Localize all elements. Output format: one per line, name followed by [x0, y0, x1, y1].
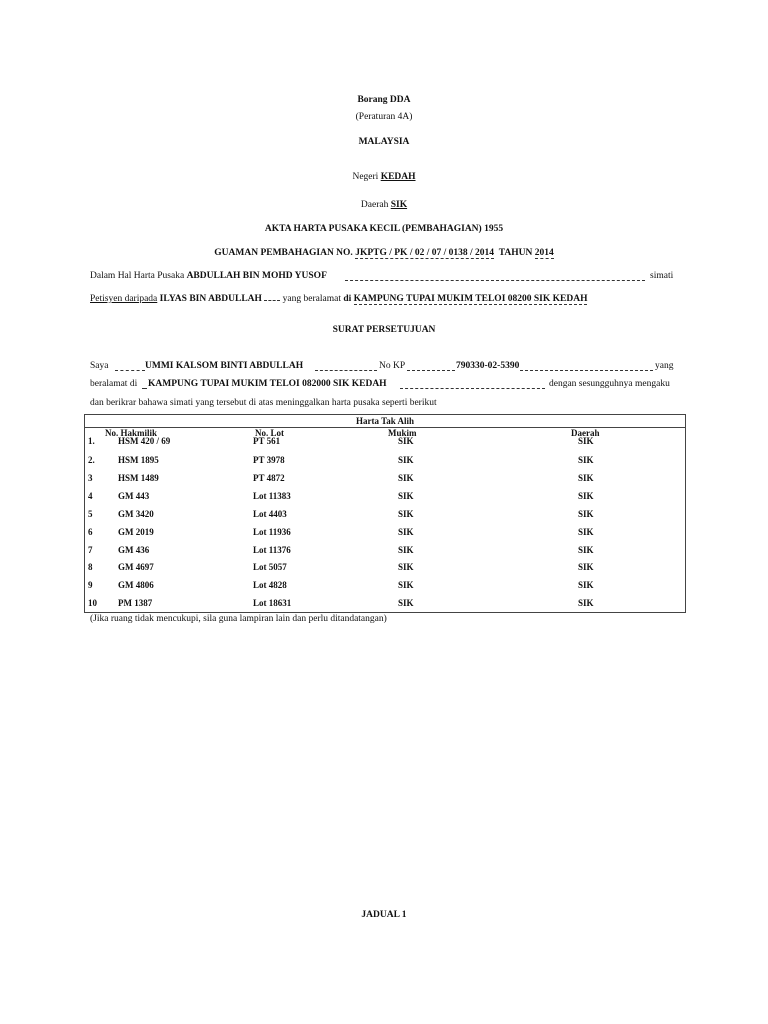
case-label: GUAMAN PEMBAHAGIAN NO.: [214, 248, 353, 258]
addr-suffix: dengan sesungguhnya mengaku: [549, 379, 670, 389]
table-cell: SIK: [578, 473, 594, 483]
table-cell: SIK: [398, 491, 414, 501]
table-cell: GM 2019: [118, 527, 154, 537]
row-number: 6: [88, 527, 93, 537]
table-cell: GM 436: [118, 545, 150, 555]
petitioner-name: ILYAS BIN ABDULLAH: [159, 294, 262, 304]
act-title: AKTA HARTA PUSAKA KECIL (PEMBAHAGIAN) 1955: [264, 224, 504, 234]
petition-mid: yang beralamat: [282, 294, 341, 304]
table-cell: SIK: [398, 436, 414, 446]
table-cell: GM 4806: [118, 580, 154, 590]
form-title: Borang DDA: [357, 95, 411, 105]
petition-label: Petisyen daripada: [90, 294, 158, 304]
petition-dash: [264, 291, 280, 301]
table-cell: GM 4697: [118, 562, 154, 572]
table-cell: SIK: [578, 455, 594, 465]
table-cell: SIK: [578, 545, 594, 555]
estate-suffix: simati: [650, 271, 674, 281]
statement-yang: yang: [655, 361, 674, 371]
row-number: 1.: [88, 436, 95, 446]
table-cell: HSM 1489: [118, 473, 159, 483]
row-number: 8: [88, 562, 93, 572]
table-cell: SIK: [398, 562, 414, 572]
estate-dash: [345, 271, 645, 281]
header-lot: No. Lot: [255, 428, 284, 438]
petitioner-address: KAMPUNG TUPAI MUKIM TELOI 08200 SIK KEDAH: [353, 294, 588, 304]
table-caption: Harta Tak Alih: [355, 416, 415, 426]
petition-line: [90, 291, 587, 304]
petition-di: di: [343, 294, 352, 304]
district-value: SIK: [390, 200, 408, 210]
estate-name: ABDULLAH BIN MOHD YUSOF: [186, 271, 327, 281]
state-label: Negeri: [352, 172, 379, 182]
table-cell: GM 443: [118, 491, 150, 501]
table-cell: SIK: [398, 473, 414, 483]
footnote: (Jika ruang tidak mencukupi, sila guna lampiran lain dan perlu ditandatangan): [90, 614, 387, 624]
dash-6: [400, 379, 545, 389]
table-cell: SIK: [398, 580, 414, 590]
table-cell: SIK: [578, 527, 594, 537]
table-cell: Lot 4828: [253, 580, 287, 590]
header-daerah: Daerah: [571, 428, 600, 438]
statement-line-3: dan berikrar bahawa simati yang tersebut di atas meninggalkan harta pusaka seperti berikut: [90, 398, 437, 408]
declarant-address: KAMPUNG TUPAI MUKIM TELOI 082000 SIK KEDAH: [148, 379, 387, 389]
table-cell: SIK: [398, 598, 414, 608]
header-mukim: Mukim: [388, 428, 417, 438]
declarant-name: UMMI KALSOM BINTI ABDULLAH: [145, 361, 304, 371]
row-number: 4: [88, 491, 93, 501]
district-label: Daerah: [360, 200, 389, 210]
year-value: 2014: [534, 248, 554, 258]
table-cell: SIK: [578, 562, 594, 572]
footer-title: JADUAL 1: [361, 910, 407, 920]
row-number: 2.: [88, 455, 95, 465]
estate-label: Dalam Hal Harta Pusaka: [90, 271, 185, 281]
row-number: 5: [88, 509, 93, 519]
case-value: JKPTG / PK / 02 / 07 / 0138 / 2014: [355, 248, 494, 258]
table-cell: Lot 5057: [253, 562, 287, 572]
table-cell: SIK: [578, 580, 594, 590]
dash-1: [115, 361, 145, 371]
table-cell: GM 3420: [118, 509, 154, 519]
addr-label: beralamat di: [90, 379, 138, 389]
row-number: 3: [88, 473, 93, 483]
table-cell: SIK: [578, 598, 594, 608]
table-cell: HSM 420 / 69: [118, 436, 171, 446]
year-label: TAHUN: [498, 248, 533, 258]
table-cell: SIK: [398, 509, 414, 519]
table-cell: SIK: [578, 436, 594, 446]
case-line: [0, 248, 768, 258]
table-cell: Lot 11383: [253, 491, 291, 501]
table-cell: PM 1387: [118, 598, 153, 608]
table-cell: SIK: [578, 491, 594, 501]
table-cell: SIK: [398, 455, 414, 465]
table-cell: Lot 11376: [253, 545, 291, 555]
dash-3: [407, 361, 455, 371]
row-number: 9: [88, 580, 93, 590]
row-number: 10: [88, 598, 97, 608]
table-cell: PT 561: [253, 436, 281, 446]
property-table: [84, 414, 686, 613]
state-line: [0, 172, 768, 182]
state-value: KEDAH: [380, 172, 416, 182]
table-cell: PT 3978: [253, 455, 285, 465]
table-cell: SIK: [578, 509, 594, 519]
country: MALAYSIA: [358, 137, 410, 147]
dash-5: [142, 379, 147, 389]
table-cell: Lot 11936: [253, 527, 291, 537]
table-cell: HSM 1895: [118, 455, 159, 465]
table-cell: Lot 18631: [253, 598, 292, 608]
table-cell: Lot 4403: [253, 509, 287, 519]
kp-value: 790330-02-5390: [456, 361, 520, 371]
letter-title: SURAT PERSETUJUAN: [332, 325, 436, 335]
kp-label: No KP: [379, 361, 406, 371]
form-rule: (Peraturan 4A): [355, 112, 413, 122]
district-line: [0, 200, 768, 210]
row-number: 7: [88, 545, 93, 555]
table-cell: SIK: [398, 545, 414, 555]
estate-line: [90, 271, 327, 281]
table-cell: SIK: [398, 527, 414, 537]
table-cell: PT 4872: [253, 473, 285, 483]
dash-2: [315, 361, 377, 371]
dash-4: [520, 361, 653, 371]
header-hakmilik: No. Hakmilik: [105, 428, 158, 438]
statement-saya: Saya: [90, 361, 109, 371]
